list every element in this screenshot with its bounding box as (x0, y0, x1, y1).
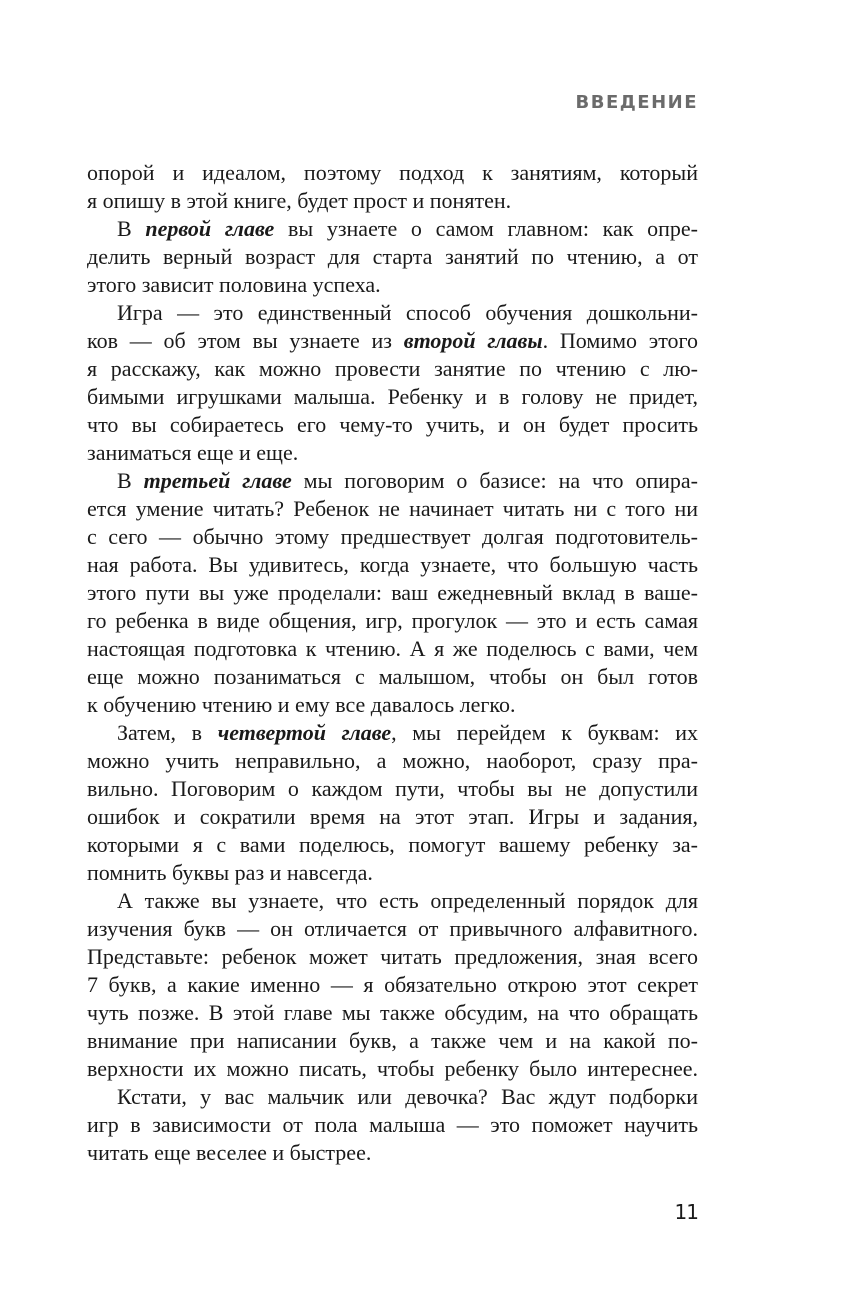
text-run: можно учить неправильно, а можно, наоборот, сразу пра- (87, 748, 698, 773)
text-run: внимание при написании букв, а также чем и на какой по- (87, 1028, 698, 1053)
text-run: еще можно позаниматься с малышом, чтобы он был готов (87, 664, 698, 689)
text-line (87, 859, 698, 887)
text-run: ная работа. Вы удивитесь, когда узнаете, что большую часть (87, 552, 698, 577)
chapter-reference: первой главе (145, 216, 275, 241)
chapter-reference: третьей главе (143, 468, 292, 493)
text-run: мы поговорим о базисе: на что опира- (291, 468, 699, 493)
text-run: читать еще веселее и быстрее. (87, 1140, 372, 1165)
text-run: В (117, 468, 144, 493)
text-line (87, 355, 698, 383)
text-run: бимыми игрушками малыша. Ребенку и в голову не придет, (87, 384, 698, 409)
text-line (87, 523, 698, 551)
text-run: опорой и идеалом, поэтому подход к занятиям, который (87, 160, 698, 185)
text-line (87, 887, 698, 915)
paragraph (87, 159, 698, 215)
text-line (87, 775, 698, 803)
text-line (87, 215, 698, 243)
text-line (87, 915, 698, 943)
text-run: , мы перейдем к буквам: их (391, 720, 698, 745)
text-run: этого зависит половина успеха. (87, 272, 381, 297)
page-number: 11 (674, 1200, 698, 1224)
text-line (87, 747, 698, 775)
text-run: го ребенка в виде общения, игр, прогулок — это и есть самая (87, 608, 698, 633)
text-line (87, 1083, 698, 1111)
text-line (87, 579, 698, 607)
text-run: Игра — это единственный способ обучения дошкольни- (117, 300, 698, 325)
text-run: я опишу в этой книге, будет прост и понятен. (87, 188, 512, 213)
text-line (87, 831, 698, 859)
paragraph (87, 215, 698, 299)
text-line (87, 243, 698, 271)
text-run: А также вы узнаете, что есть определенный порядок для (117, 888, 698, 913)
text-line (87, 1027, 698, 1055)
text-column (87, 159, 698, 1167)
text-line (87, 943, 698, 971)
text-line (87, 187, 698, 215)
text-line (87, 467, 698, 495)
text-line (87, 971, 698, 999)
text-line (87, 299, 698, 327)
text-run: Кстати, у вас мальчик или девочка? Вас ждут подборки (117, 1084, 698, 1109)
text-run: с сего — обычно этому предшествует долгая подготовитель- (87, 524, 698, 549)
text-line (87, 635, 698, 663)
text-run: В (117, 216, 146, 241)
paragraph (87, 467, 698, 719)
text-run: ошибок и сократили время на этот этап. Игры и задания, (87, 804, 698, 829)
chapter-reference: четвертой главе (217, 720, 392, 745)
text-run: . Помимо этого (542, 328, 698, 353)
text-run: вильно. Поговорим о каждом пути, чтобы вы не допустили (87, 776, 698, 801)
paragraph (87, 887, 698, 1083)
text-run: игр в зависимости от пола малыша — это поможет научить (87, 1112, 698, 1137)
text-run: ков — об этом вы узнаете из (87, 328, 404, 353)
chapter-reference: второй главы (403, 328, 543, 353)
text-line (87, 803, 698, 831)
paragraph (87, 719, 698, 887)
text-line (87, 271, 698, 299)
text-line (87, 999, 698, 1027)
paragraph (87, 299, 698, 467)
text-line (87, 663, 698, 691)
text-line (87, 383, 698, 411)
text-line (87, 439, 698, 467)
text-run: заниматься еще и еще. (87, 440, 299, 465)
text-run: верхности их можно писать, чтобы ребенку было интереснее. (87, 1056, 698, 1081)
text-run: чуть позже. В этой главе мы также обсудим, на что обращать (87, 1000, 698, 1025)
text-run: я расскажу, как можно провести занятие по чтению с лю- (87, 356, 698, 381)
text-line (87, 159, 698, 187)
text-run: этого пути вы уже проделали: ваш ежедневный вклад в ваше- (87, 580, 698, 605)
text-line (87, 1139, 698, 1167)
text-run: Затем, в (117, 720, 218, 745)
paragraph (87, 1083, 698, 1167)
text-run: вы узнаете о самом главном: как опре- (274, 216, 698, 241)
text-line (87, 1055, 698, 1083)
text-run: помнить буквы раз и навсегда. (87, 860, 373, 885)
text-run: что вы собираетесь его чему-то учить, и он будет просить (87, 412, 698, 437)
text-line (87, 691, 698, 719)
text-run: изучения букв — он отличается от привычного алфавитного. (87, 916, 698, 941)
text-run: которыми я с вами поделюсь, помогут вашему ребенку за- (87, 832, 698, 857)
text-run: настоящая подготовка к чтению. А я же поделюсь с вами, чем (87, 636, 698, 661)
running-head: ВВЕДЕНИЕ (575, 92, 698, 113)
text-line (87, 1111, 698, 1139)
text-run: к обучению чтению и ему все давалось легко. (87, 692, 516, 717)
text-run: делить верный возраст для старта занятий по чтению, а от (87, 244, 698, 269)
text-line (87, 411, 698, 439)
text-run: Представьте: ребенок может читать предложения, зная всего (87, 944, 698, 969)
text-run: 7 букв, а какие именно — я обязательно открою этот секрет (87, 972, 698, 997)
text-line (87, 607, 698, 635)
text-line (87, 495, 698, 523)
text-line (87, 327, 698, 355)
text-run: ется умение читать? Ребенок не начинает читать ни с того ни (87, 496, 698, 521)
text-line (87, 719, 698, 747)
text-line (87, 551, 698, 579)
